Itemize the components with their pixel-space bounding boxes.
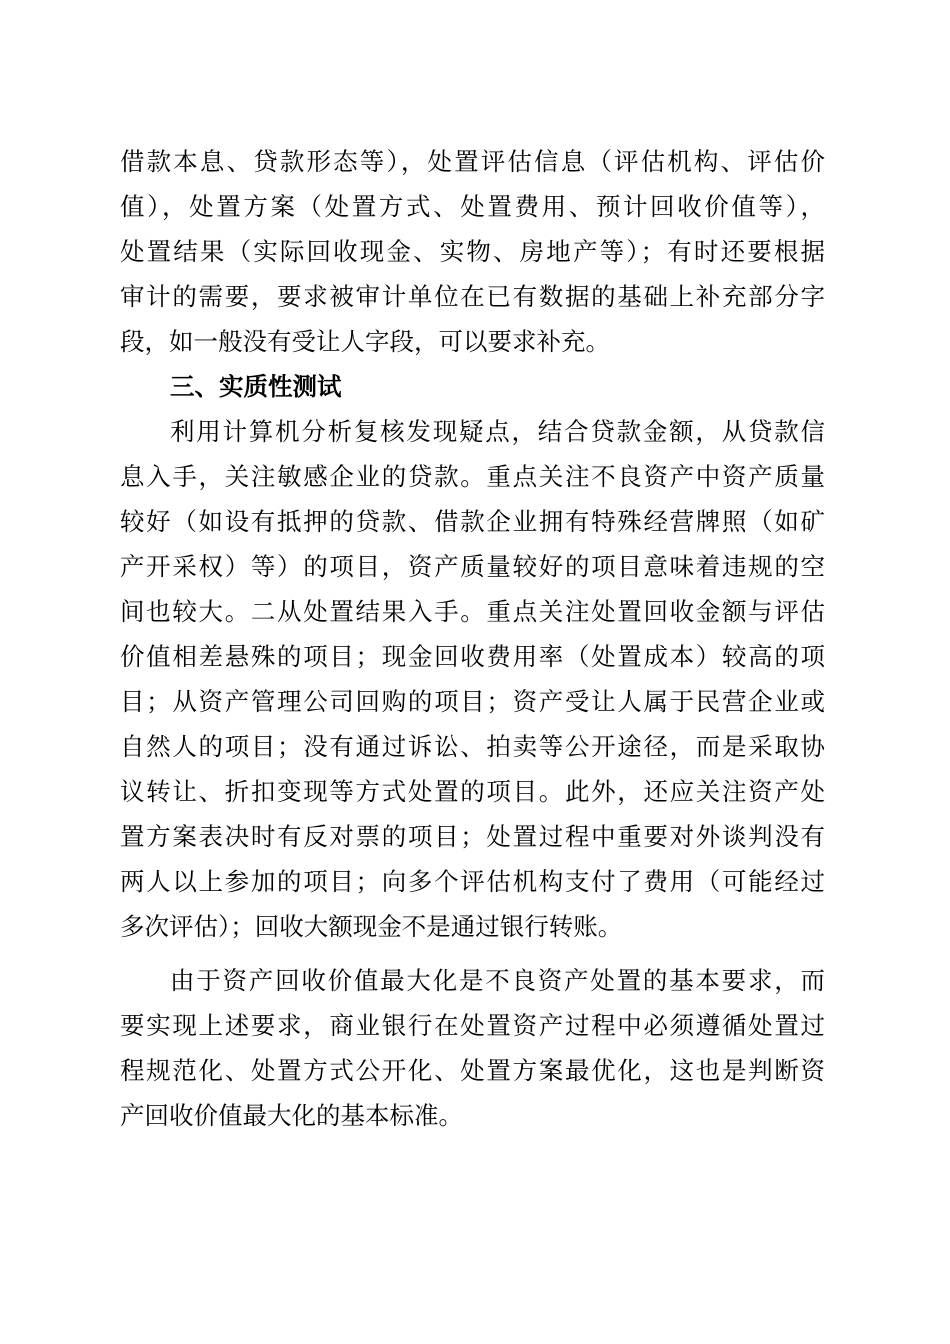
text-line: 议转让、折扣变现等方式处置的项目。此外，还应关注资产处 bbox=[120, 777, 825, 806]
text-line: 置方案表决时有反对票的项目；处置过程中重要对外谈判没有 bbox=[120, 822, 825, 851]
paragraph-substantive-testing bbox=[120, 409, 825, 949]
text-line: 值），处置方案（处置方式、处置费用、预计回收价值等）， bbox=[120, 192, 825, 221]
text-line: 利用计算机分析复核发现疑点，结合贷款金额，从贷款信 bbox=[170, 417, 825, 446]
text-line: 多次评估）；回收大额现金不是通过银行转账。 bbox=[120, 912, 623, 941]
document-body bbox=[120, 139, 825, 1138]
text-line: 间也较大。二从处置结果入手。重点关注处置回收金额与评估 bbox=[120, 597, 825, 626]
paragraph-conclusion bbox=[120, 958, 825, 1138]
text-line: 较好（如设有抵押的贷款、借款企业拥有特殊经营牌照（如矿 bbox=[120, 507, 825, 536]
text-line: 产开采权）等）的项目，资产质量较好的项目意味着违规的空 bbox=[120, 552, 825, 581]
paragraph-spacer bbox=[120, 949, 825, 958]
text-line: 目；从资产管理公司回购的项目；资产受让人属于民营企业或 bbox=[120, 687, 825, 716]
text-line: 段，如一般没有受让人字段，可以要求补充。 bbox=[120, 327, 610, 356]
text-line: 价值相差悬殊的项目；现金回收费用率（处置成本）较高的项 bbox=[120, 642, 825, 671]
paragraph-disposal-info bbox=[120, 139, 825, 364]
text-line: 要实现上述要求，商业银行在处置资产过程中必须遵循处置过 bbox=[120, 1011, 825, 1040]
section-heading: 三、实质性测试 bbox=[170, 372, 342, 401]
text-line: 审计的需要，要求被审计单位在已有数据的基础上补充部分字 bbox=[120, 282, 825, 311]
text-line: 自然人的项目；没有通过诉讼、拍卖等公开途径，而是采取协 bbox=[120, 732, 825, 761]
text-line: 借款本息、贷款形态等），处置评估信息（评估机构、评估价 bbox=[120, 147, 825, 176]
text-line: 产回收价值最大化的基本标准。 bbox=[120, 1101, 463, 1130]
text-line: 息入手，关注敏感企业的贷款。重点关注不良资产中资产质量 bbox=[120, 462, 825, 491]
text-line: 两人以上参加的项目；向多个评估机构支付了费用（可能经过 bbox=[120, 867, 825, 896]
text-line: 处置结果（实际回收现金、实物、房地产等）；有时还要根据 bbox=[120, 237, 825, 266]
text-line: 程规范化、处置方式公开化、处置方案最优化，这也是判断资 bbox=[120, 1056, 825, 1085]
text-line: 由于资产回收价值最大化是不良资产处置的基本要求，而 bbox=[170, 966, 825, 995]
